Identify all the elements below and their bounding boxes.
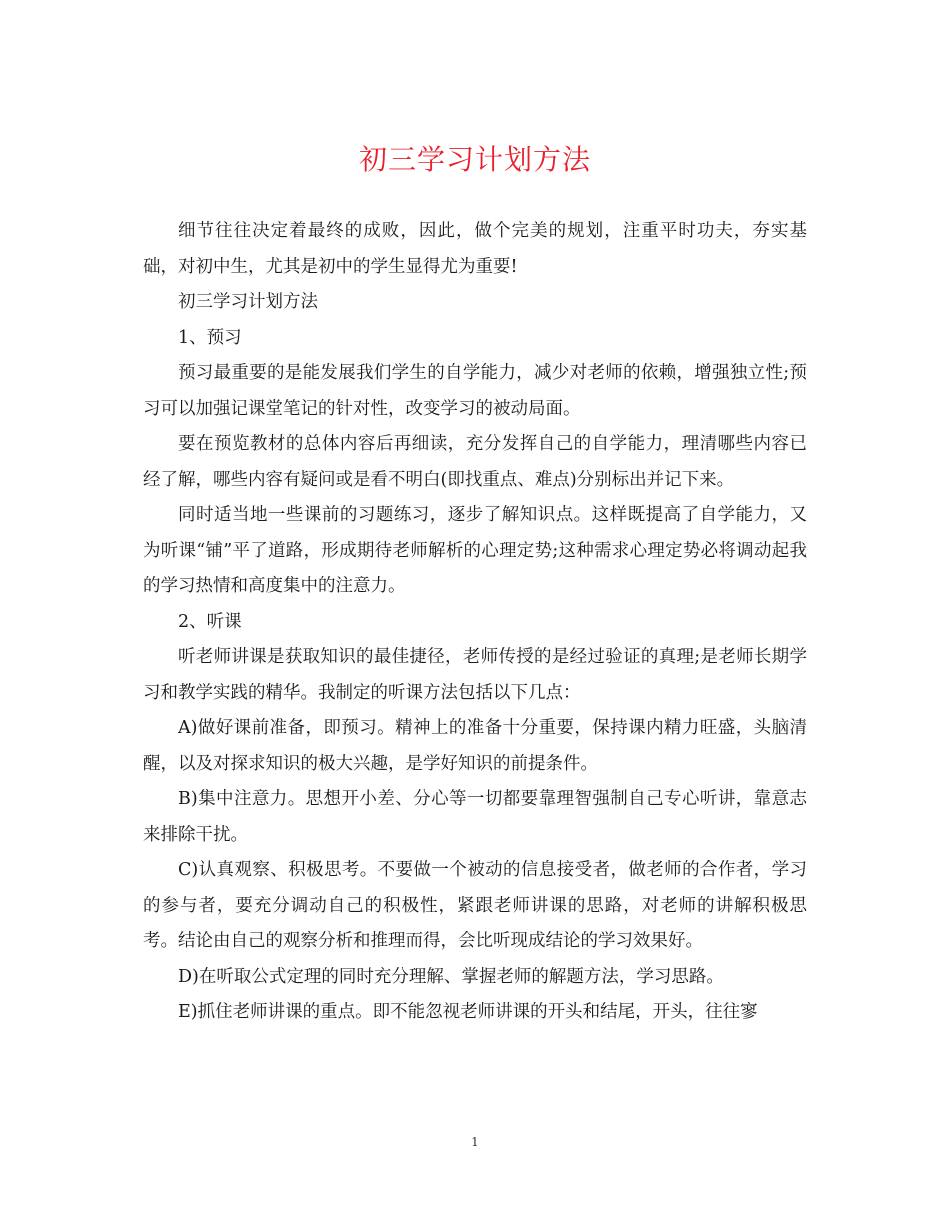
section-heading-preview: 1、预习 xyxy=(178,327,242,348)
paragraph: 预习最重要的是能发展我们学生的自学能力，减少对老师的依赖，增强独立性;预习可以加强记课堂笔记的针对性，改变学习的被动局面。 xyxy=(143,363,807,419)
section-heading-listening: 2、听课 xyxy=(178,611,242,632)
list-item-e: E)抓住老师讲课的重点。即不能忽视老师讲课的开头和结尾，开头，往往寥 xyxy=(178,1002,758,1022)
paragraph: 同时适当地一些课前的习题练习，逐步了解知识点。这样既提高了自学能力，又为听课“铺”平了道路，形成期待老师解析的心理定势;这种需求心理定势必将调动起我的学习热情和高度集中的注意力。 xyxy=(143,505,807,596)
page-number: 1 xyxy=(471,1135,479,1149)
list-item-b: B)集中注意力。思想开小差、分心等一切都要靠理智强制自己专心听讲，靠意志来排除干扰。 xyxy=(143,789,807,845)
document-body xyxy=(143,214,807,1031)
paragraph: 听老师讲课是获取知识的最佳捷径，老师传授的是经过验证的真理;是老师长期学习和教学实践的精华。我制定的听课方法包括以下几点： xyxy=(143,647,807,703)
list-item-a: A)做好课前准备，即预习。精神上的准备十分重要，保持课内精力旺盛，头脑清醒，以及对探求知识的极大兴趣，是学好知识的前提条件。 xyxy=(143,718,807,774)
list-item-c: C)认真观察、积极思考。不要做一个被动的信息接受者，做老师的合作者，学习的参与者，要充分调动自己的积极性，紧跟老师讲课的思路，对老师的讲解积极思考。结论由自己的观察分析和推理而得，会比听现成结论的学习效果好。 xyxy=(143,860,807,951)
list-item-d: D)在听取公式定理的同时充分理解、掌握老师的解题方法，学习思路。 xyxy=(178,966,724,987)
paragraph: 要在预览教材的总体内容后再细读，充分发挥自己的自学能力，理清哪些内容已经了解，哪些内容有疑问或是看不明白(即找重点、难点)分别标出并记下来。 xyxy=(143,434,807,490)
document-title: 初三学习计划方法 xyxy=(358,143,591,176)
paragraph-intro: 细节往往决定着最终的成败，因此，做个完美的规划，注重平时功夫，夯实基础，对初中生，尤其是初中的学生显得尤为重要! xyxy=(143,221,807,277)
paragraph-subtitle: 初三学习计划方法 xyxy=(178,292,318,312)
